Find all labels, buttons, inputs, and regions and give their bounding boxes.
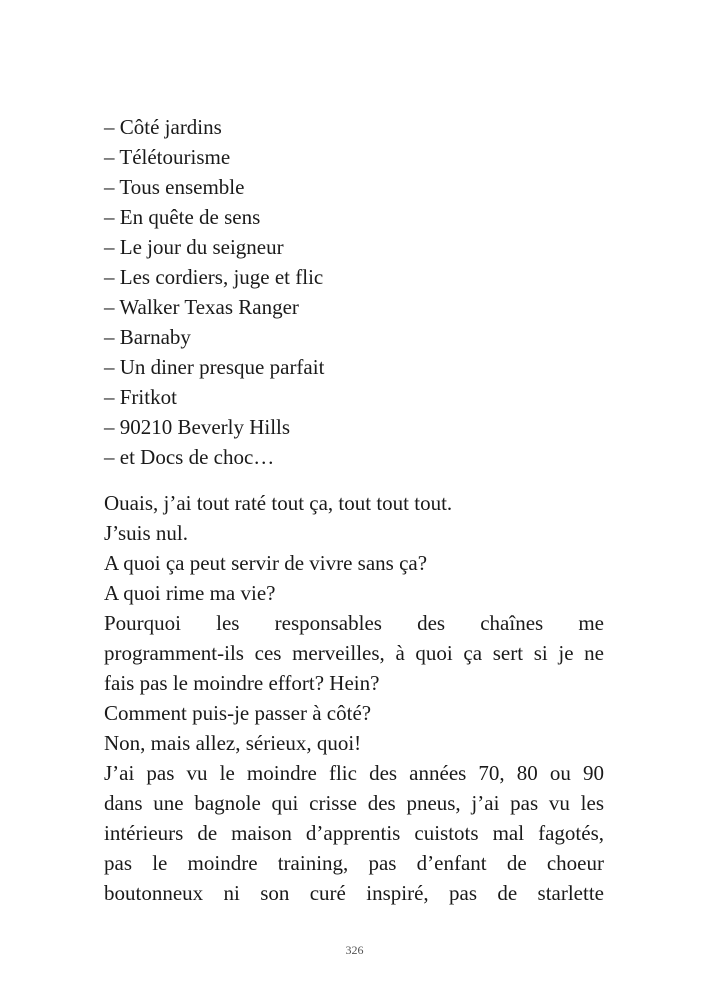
text-line: intérieurs de maison d’apprentis cuistots mal fagotés, [104,821,604,845]
text-line: Non, mais allez, sérieux, quoi! [104,731,362,755]
text-line: J’ai pas vu le moindre flic des années 70, 80 ou 90 [104,761,604,785]
text-line: J’suis nul. [104,521,189,545]
list-item: – et Docs de choc… [104,445,275,469]
text-line: Ouais, j’ai tout raté tout ça, tout tout tout. [104,491,453,515]
page-number: 326 [345,943,364,957]
page-content [104,112,604,908]
text-line: A quoi ça peut servir de vivre sans ça? [104,551,428,575]
list-item: – Télétourisme [104,145,231,169]
list-item: – Tous ensemble [104,175,245,199]
list-item: – Les cordiers, juge et flic [104,265,324,289]
list-item: – Le jour du seigneur [104,235,284,259]
text-line: A quoi rime ma vie? [104,581,276,605]
body-text [104,488,604,908]
text-line: programment-ils ces merveilles, à quoi ça sert si je ne [104,641,604,665]
text-line: fais pas le moindre effort? Hein? [104,671,380,695]
paragraph-gap [104,472,604,488]
list-item: – Un diner presque parfait [104,355,325,379]
list-item: – Barnaby [104,325,191,349]
list-item: – Fritkot [104,385,177,409]
list-item: – Côté jardins [104,115,222,139]
text-line: dans une bagnole qui crisse des pneus, j’ai pas vu les [104,791,604,815]
text-line: pas le moindre training, pas d’enfant de choeur [104,851,604,875]
list-item: – En quête de sens [104,205,261,229]
text-line: boutonneux ni son curé inspiré, pas de starlette [104,881,604,905]
text-line: Pourquoi les responsables des chaînes me [104,611,604,635]
program-list [104,112,604,472]
list-item: – Walker Texas Ranger [104,295,299,319]
text-line: Comment puis-je passer à côté? [104,701,372,725]
list-item: – 90210 Beverly Hills [104,415,291,439]
